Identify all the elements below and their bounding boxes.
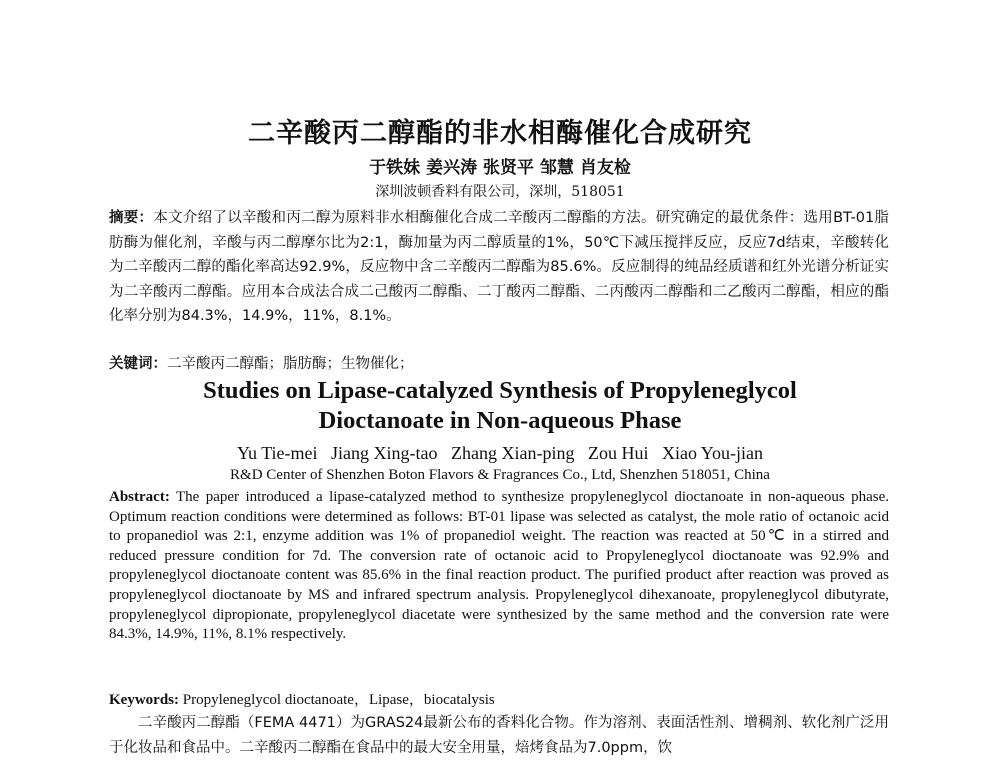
- chinese-keywords-text: 二辛酸丙二醇酯；脂肪酶；生物催化；: [167, 356, 414, 372]
- english-authors: Yu Tie-mei Jiang Xing-tao Zhang Xian-ping Zou Hui Xiao You-jian: [237, 443, 763, 463]
- english-keywords-label: Keywords:: [109, 692, 179, 708]
- english-abstract-label: Abstract:: [109, 489, 170, 505]
- chinese-abstract-text: 本文介绍了以辛酸和丙二醇为原料非水相酶催化合成二辛酸丙二醇酯的方法。研究确定的最优条件：选用BT-01脂肪酶为催化剂，辛酸与丙二醇摩尔比为2:1，酶加量为丙二醇质量的1%，50℃下减压搅拌反应，反应7d结束，辛酸转化为二辛酸丙二醇的酯化率高达92.9%，反应物中含二辛酸丙二醇酯为85.6%。反应制得的纯品经质谱和红外光谱分析证实为二辛酸丙二醇酯。应用本合成法合成二己酸丙二醇酯、二丁酸丙二醇酯、二丙酸丙二醇酯和二乙酸丙二醇酯，相应的酯化率分别为84.3%，14.9%，11%，8.1%。: [109, 210, 890, 325]
- chinese-keywords: [109, 352, 889, 373]
- chinese-abstract: [109, 206, 889, 329]
- chinese-affiliation: 深圳波顿香料有限公司，深圳，518051: [375, 184, 625, 200]
- chinese-authors: 于铁妹 姜兴涛 张贤平 邹慧 肖友检: [369, 158, 631, 178]
- english-title-line-2: Dioctanoate in Non-aqueous Phase: [318, 407, 682, 434]
- english-abstract: [109, 488, 889, 645]
- intro-paragraph: 二辛酸丙二醇酯（FEMA 4471）为GRAS24最新公布的香料化合物。作为溶剂、表面活性剂、增稠剂、软化剂广泛用于化妆品和食品中。二辛酸丙二醇酯在食品中的最大安全用量，焙烤食品为7.0ppm，饮: [109, 715, 889, 756]
- english-title-line-1: Studies on Lipase-catalyzed Synthesis of Propyleneglycol: [203, 377, 797, 404]
- introduction-section: [109, 711, 889, 761]
- chinese-abstract-label: 摘要：: [109, 210, 154, 226]
- english-affiliation: R&D Center of Shenzhen Boton Flavors & Fragrances Co., Ltd, Shenzhen 518051, China: [230, 467, 770, 483]
- chinese-title: 二辛酸丙二醇酯的非水相酶催化合成研究: [248, 118, 752, 149]
- english-title: [0, 376, 1000, 436]
- chinese-keywords-label: 关键词：: [109, 356, 167, 372]
- english-keywords-text: Propyleneglycol dioctanoate，Lipase，biocatalysis: [179, 692, 495, 708]
- english-abstract-text: The paper introduced a lipase-catalyzed method to synthesize propyleneglycol dioctanoate in non-aqueous phase. Optimum reaction conditions were determined as follows: BT-01 lipase was selected as catalyst, the mole ratio of octanoic acid to propanediol was 2:1, enzyme addition was 1% of propanediol weight. The reaction was reacted at 50℃ in a stirred and reduced pressure condition for 7d. The conversion rate of octanoic acid to Propyleneglycol dioctanoate was 92.9% and propyleneglycol dioctanoate content was 85.6% in the final reaction product. The purified product after reaction was proved as propyleneglycol dioctanoate by MS and infrared spectrum analysis. Propyleneglycol dihexanoate, propyleneglycol dibutyrate, propyleneglycol dipropionate, propyleneglycol diacetate were synthesized by the same method and the conversion rate were 84.3%, 14.9%, 11%, 8.1% respectively.: [109, 489, 889, 643]
- english-keywords: [109, 688, 889, 709]
